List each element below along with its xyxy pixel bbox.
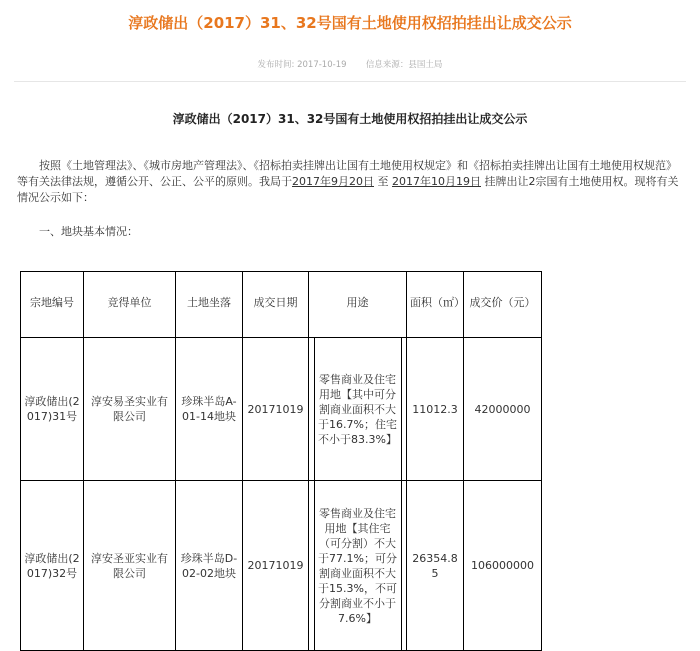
cell-date: 20171019 (243, 338, 309, 481)
header-parcel-no: 宗地编号 (21, 272, 84, 338)
header-area: 面积（㎡） (407, 272, 464, 338)
intro-text-2: 挂牌出让2宗国有土地使用权。现将有关情况公示如下： (17, 175, 679, 204)
cell-usage-container (309, 481, 407, 651)
document-title: 淳政储出（2017）31、32号国有土地使用权招拍挂出让成交公示 (172, 112, 528, 126)
header-date: 成交日期 (243, 272, 309, 338)
cell-usage-container (309, 338, 407, 481)
cell-area: 26354.85 (407, 481, 464, 651)
cell-location: 珍珠半岛D-02-02地块 (176, 481, 243, 651)
cell-area: 11012.3 (407, 338, 464, 481)
listing-end-date: 2017年10月19日 (392, 175, 481, 188)
cell-price: 42000000 (464, 338, 542, 481)
header-usage: 用途 (309, 272, 407, 338)
table-row (21, 481, 542, 651)
intro-text-1: 按照《土地管理法》、《城市房地产管理法》、《招标拍卖挂牌出让国有土地使用权规定》和《招标拍卖挂牌出让国有土地使用权规范》等有关法律法规，遵循公开、公正、公平的原则。我局于 (17, 159, 677, 188)
article-meta (0, 58, 700, 70)
header-location: 土地坐落 (176, 272, 243, 338)
table-row (21, 338, 542, 481)
cell-parcel-no: 淳政储出(2017)31号 (21, 338, 84, 481)
cell-price: 106000000 (464, 481, 542, 651)
listing-start-date: 2017年9月20日 (292, 175, 374, 188)
cell-date: 20171019 (243, 481, 309, 651)
header-divider (14, 81, 686, 82)
cell-usage: 零售商业及住宅用地【其住宅（可分割）不大于77.1%；可分割商业面积不大于15.3%，不可分割商业不小于7.6%】 (314, 481, 402, 650)
page-title: 淳政储出（2017）31、32号国有土地使用权招拍挂出让成交公示 (128, 14, 572, 32)
header-winner: 竞得单位 (84, 272, 176, 338)
cell-usage: 零售商业及住宅用地【其中可分割商业面积不大于16.7%；住宅不小于83.3%】 (314, 338, 402, 480)
cell-winner: 淳安圣亚实业有限公司 (84, 481, 176, 651)
cell-location: 珍珠半岛A-01-14地块 (176, 338, 243, 481)
header-price: 成交价（元） (464, 272, 542, 338)
table-header-row (21, 272, 542, 338)
date-range-to: 至 (377, 175, 389, 188)
publish-time: 发布时间: 2017-10-19 (257, 60, 347, 70)
section-heading: 一、地块基本情况： (39, 225, 138, 238)
cell-winner: 淳安易圣实业有限公司 (84, 338, 176, 481)
intro-paragraph (17, 158, 685, 206)
land-parcel-table (20, 271, 542, 651)
info-source: 信息来源：县国土局 (365, 60, 443, 70)
cell-parcel-no: 淳政储出(2017)32号 (21, 481, 84, 651)
